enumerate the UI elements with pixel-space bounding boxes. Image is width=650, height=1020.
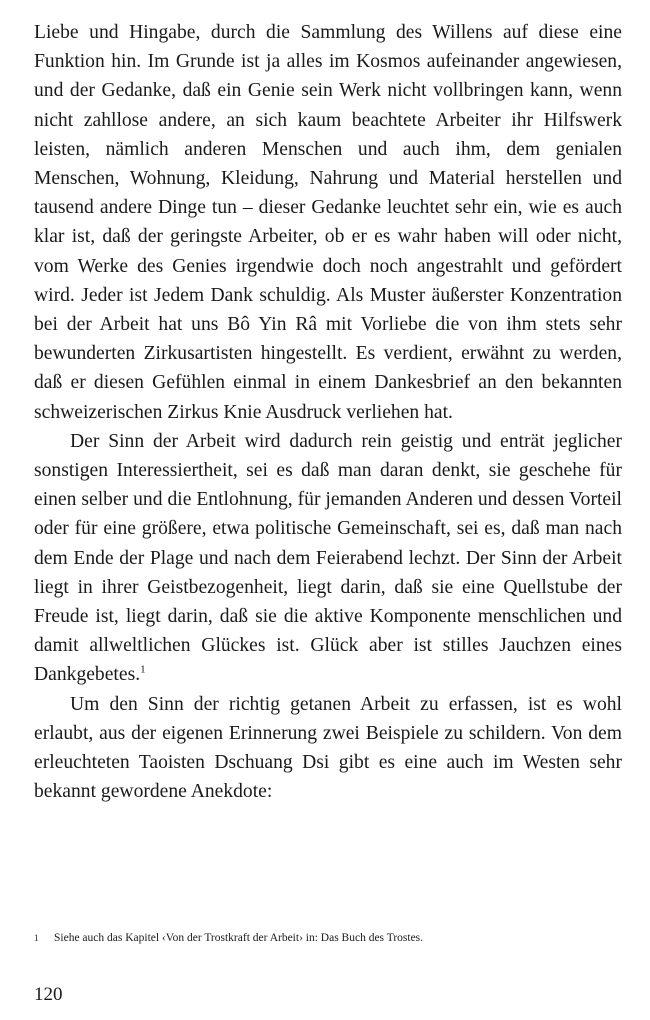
paragraph-1 — [34, 18, 622, 427]
footnote-marker[interactable]: 1 — [140, 663, 146, 676]
paragraph-2-text: Der Sinn der Arbeit wird dadurch rein geistig und enträt jeglicher sonstigen Interessiertheit, sei es daß man daran denkt, sie geschehe für einen selber und die Entlohnung, für jemanden Anderen und dessen Vorteil oder für eine größere, etwa politische Gemeinschaft, sei es, daß man nach dem Ende der Plage und nach dem Feierabend lechzt. Der Sinn der Arbeit liegt in ihrer Geistbezogenheit, liegt darin, daß sie eine Quellstube der Freude ist, liegt darin, daß sie die aktive Komponente menschlichen und damit allweltlichen Glückes ist. Glück aber ist stilles Jauchzen eines Dankgebetes. — [34, 430, 622, 686]
paragraph-1-text: Liebe und Hingabe, durch die Sammlung des Willens auf diese eine Funktion hin. Im Grunde ist ja alles im Kosmos aufeinander angewiesen, und der Gedanke, daß ein Genie sein Werk nicht vollbringen kann, wenn nicht zahllose andere, an sich kaum beachtete Arbeiter ihr Hilfswerk leisten, nämlich anderen Menschen und auch ihm, dem genialen Menschen, Wohnung, Kleidung, Nahrung und Material herstellen und tausend andere Dinge tun – dieser Gedanke leuchtet sehr ein, wie es auch klar ist, daß der geringste Arbeiter, ob er es wahr haben will oder nicht, vom Werke des Genies irgendwie doch noch angestrahlt und gefördert wird. Jeder ist Jedem Dank schuldig. Als Muster äußerster Konzentration bei der Arbeit hat uns Bô Yin Râ mit Vorliebe die von ihm stets sehr bewunderten Zirkusartisten hingestellt. Es verdient, erwähnt zu werden, daß er diesen Gefühlen einmal in einem Dankesbrief an den bekannten schweizerischen Zirkus Knie Ausdruck verliehen hat. — [34, 22, 622, 423]
page-body — [34, 18, 622, 806]
page-number: 120 — [34, 984, 63, 1005]
paragraph-3 — [34, 690, 622, 807]
footnote-number: 1 — [34, 933, 39, 943]
footnote — [34, 930, 622, 946]
paragraph-2 — [34, 427, 622, 690]
footnote-text: Siehe auch das Kapitel ‹Von der Trostkraft der Arbeit› in: Das Buch des Trostes. — [54, 932, 424, 944]
paragraph-3-text: Um den Sinn der richtig getanen Arbeit zu erfassen, ist es wohl erlaubt, aus der eigenen Erinnerung zwei Beispiele zu schildern. Von dem erleuchteten Taoisten Dschuang Dsi gibt es eine auch im Westen sehr bekannt gewordene Anekdote: — [34, 693, 622, 803]
